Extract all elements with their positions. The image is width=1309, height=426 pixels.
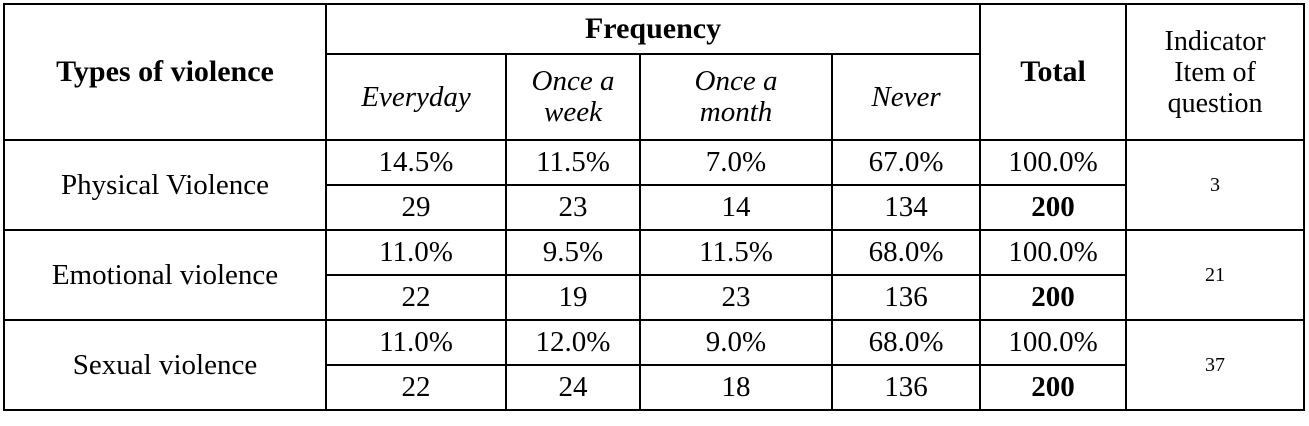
cell-total-count: 200: [980, 365, 1126, 410]
cell-count: 136: [832, 365, 980, 410]
cell-total-percent: 100.0%: [980, 320, 1126, 365]
indicator-line-1: Indicator: [1164, 25, 1266, 57]
violence-frequency-table: [3, 3, 1305, 411]
types-of-violence-header: Types of violence: [4, 4, 326, 140]
cell-percent: 14.5%: [326, 140, 506, 185]
cell-total-count: 200: [980, 275, 1126, 320]
cell-count: 18: [640, 365, 832, 410]
cell-count: 22: [326, 365, 506, 410]
once-a-week-header: Once a week: [506, 54, 640, 140]
cell-percent: 7.0%: [640, 140, 832, 185]
frequency-header: Frequency: [326, 4, 980, 54]
cell-total-percent: 100.0%: [980, 140, 1126, 185]
cell-percent: 11.0%: [326, 230, 506, 275]
cell-percent: 68.0%: [832, 230, 980, 275]
total-header: Total: [980, 4, 1126, 140]
item-number: 21: [1126, 230, 1304, 320]
indicator-header: [1126, 4, 1304, 140]
cell-percent: 11.0%: [326, 320, 506, 365]
cell-count: 134: [832, 185, 980, 230]
cell-percent: 11.5%: [506, 140, 640, 185]
row-label-physical: Physical Violence: [4, 140, 326, 230]
row-label-sexual: Sexual violence: [4, 320, 326, 410]
cell-percent: 67.0%: [832, 140, 980, 185]
cell-percent: 11.5%: [640, 230, 832, 275]
cell-count: 24: [506, 365, 640, 410]
cell-count: 29: [326, 185, 506, 230]
cell-percent: 68.0%: [832, 320, 980, 365]
row-label-emotional: Emotional violence: [4, 230, 326, 320]
cell-percent: 12.0%: [506, 320, 640, 365]
cell-percent: 9.0%: [640, 320, 832, 365]
indicator-line-2: Item of: [1174, 56, 1256, 88]
cell-count: 23: [506, 185, 640, 230]
cell-count: 23: [640, 275, 832, 320]
never-header: Never: [832, 54, 980, 140]
cell-total-count: 200: [980, 185, 1126, 230]
cell-percent: 9.5%: [506, 230, 640, 275]
cell-count: 22: [326, 275, 506, 320]
item-number: 3: [1126, 140, 1304, 230]
everyday-header: Everyday: [326, 54, 506, 140]
cell-count: 14: [640, 185, 832, 230]
cell-total-percent: 100.0%: [980, 230, 1126, 275]
once-a-month-header: Once a month: [640, 54, 832, 140]
cell-count: 19: [506, 275, 640, 320]
cell-count: 136: [832, 275, 980, 320]
item-number: 37: [1126, 320, 1304, 410]
indicator-line-3: question: [1167, 87, 1263, 119]
